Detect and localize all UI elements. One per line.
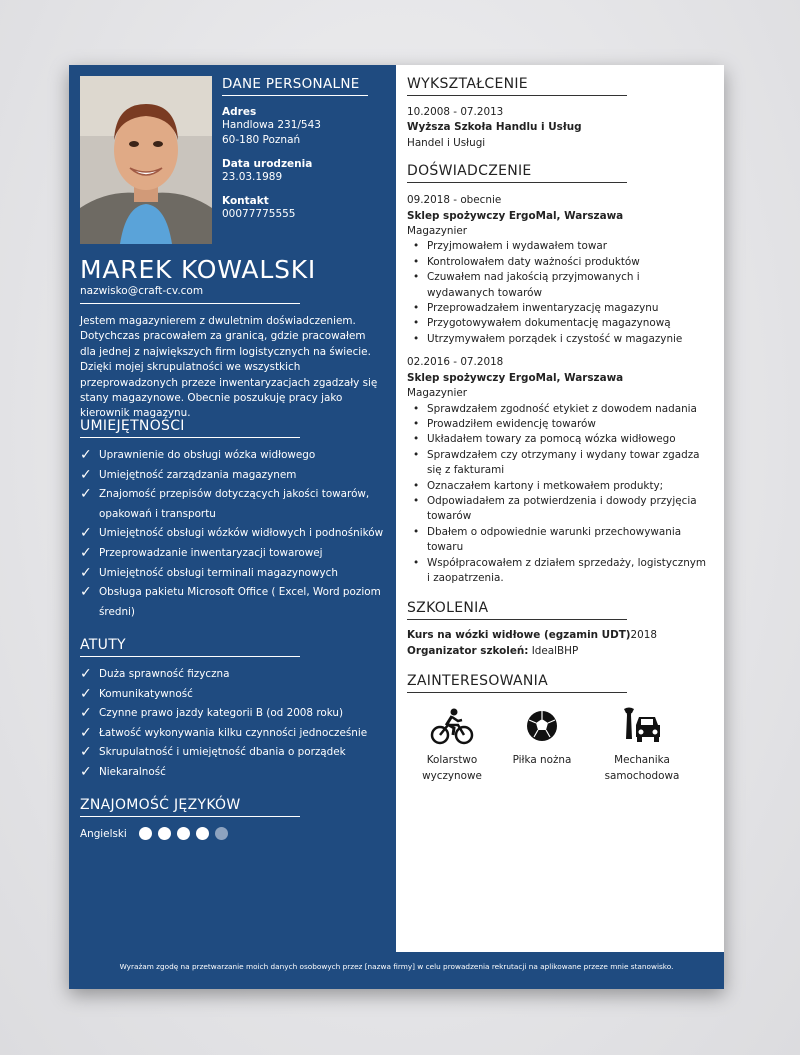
interest-item xyxy=(407,707,497,784)
interest-line: Kolarstwo xyxy=(426,754,478,767)
level-dot-filled xyxy=(177,827,190,840)
list-item: ✓ Obsługa pakietu Microsoft Office ( Excel, Word poziom średni) xyxy=(80,584,381,618)
cyclist-icon xyxy=(430,707,474,745)
list-item: • Odpowiadałem za potwierdzenia i dowody przyjęcia towarów xyxy=(407,494,707,525)
list-item: • Dbałem o odpowiednie warunki przechowywania towaru xyxy=(407,525,707,556)
list-item: • Sprawdzałem czy otrzymany i wydany towar zgadza się z fakturami xyxy=(407,448,707,479)
list-item: ✓ Znajomość przepisów dotyczących jakości towarów, opakowań i transportu xyxy=(80,486,370,520)
job-duties xyxy=(407,239,707,347)
language-level xyxy=(139,827,234,840)
education-dates: 10.2008 - 07.2013 xyxy=(407,106,504,118)
language-name: Angielski xyxy=(80,827,127,840)
job-duties xyxy=(407,402,707,587)
personal-data-title: DANE PERSONALNE xyxy=(222,76,368,96)
skills-header xyxy=(80,418,300,438)
checkmark-icon: ✓ xyxy=(80,584,92,601)
interest-line: samochodowa xyxy=(604,769,680,782)
list-item: ✓ Umiejętność zarządzania magazynem xyxy=(80,466,385,486)
job-role: Magazynier xyxy=(407,387,468,400)
birth-label: Data urodzenia xyxy=(222,158,313,170)
checkmark-icon: ✓ xyxy=(80,447,92,463)
divider xyxy=(80,303,300,304)
level-dot-filled xyxy=(139,827,152,840)
main-column xyxy=(407,76,707,784)
training-entry xyxy=(407,628,707,659)
list-item: • Sprawdzałem zgodność etykiet z dowodem nadania xyxy=(407,402,707,417)
candidate-name: MAREK KOWALSKI xyxy=(80,255,317,284)
training-organizer: IdealBHP xyxy=(528,644,579,657)
job-company: Sklep spożywczy ErgoMal, Warszawa xyxy=(407,209,624,222)
profile-photo xyxy=(80,76,212,244)
list-item: • Układałem towary za pomocą wózka widłowego xyxy=(407,432,707,447)
interest-line: Piłka nożna xyxy=(512,754,572,767)
car-repair-icon xyxy=(620,707,664,745)
list-item: • Kontrolowałem daty ważności produktów xyxy=(407,255,707,270)
level-dot-filled xyxy=(196,827,209,840)
list-item: • Przygotowywałem dokumentację magazynową xyxy=(407,316,707,331)
checkmark-icon: ✓ xyxy=(80,486,92,503)
interests-list xyxy=(407,707,707,784)
list-item: ✓ Skrupulatność i umiejętność dbania o porządek xyxy=(80,743,385,763)
football-icon xyxy=(523,707,561,745)
personal-data-section xyxy=(222,76,368,222)
interest-item xyxy=(587,707,697,784)
assets-title: ATUTY xyxy=(80,637,300,657)
checkmark-icon: ✓ xyxy=(80,564,92,581)
interest-line: Mechanika xyxy=(614,754,670,767)
job-company: Sklep spożywczy ErgoMal, Warszawa xyxy=(407,371,624,384)
checkmark-icon: ✓ xyxy=(80,544,92,561)
list-item: ✓ Umiejętność obsługi terminali magazynowych xyxy=(80,564,385,584)
profile-summary: Jestem magazynierem z dwuletnim doświadczeniem. Dotychczas pracowałem za granicą, gdzie pracowałem dla jednej z największych firm logistycznych na świecie. Dzięki mojej skrupulatności we wszystkich przeprowadzonych przeze inwentaryzacjach zgadzały się stany magazynowe. Obecnie poszukuję pracy jako kierownik magazynu. xyxy=(80,315,378,420)
training-organizer-label: Organizator szkoleń: xyxy=(407,644,529,657)
experience-title: DOŚWIADCZENIE xyxy=(407,163,627,183)
job-entry xyxy=(407,193,707,347)
languages-title: ZNAJOMOŚĆ JĘZYKÓW xyxy=(80,797,300,817)
education-field: Handel i Usługi xyxy=(407,136,486,149)
education-title: WYKSZTAŁCENIE xyxy=(407,76,627,96)
skills-list xyxy=(80,446,385,622)
job-entry xyxy=(407,355,707,586)
checkmark-icon: ✓ xyxy=(80,466,92,483)
address-label: Adres xyxy=(222,106,257,118)
skills-title: UMIEJĘTNOŚCI xyxy=(80,418,300,438)
interests-title: ZAINTERESOWANIA xyxy=(407,673,627,693)
contact-value: 00077775555 xyxy=(222,208,296,220)
list-item: • Przeprowadzałem inwentaryzację magazynu xyxy=(407,301,707,316)
list-item: • Oznaczałem kartony i metkowałem produkty; xyxy=(407,479,707,494)
training-year: 2018 xyxy=(630,629,657,642)
birth-value: 23.03.1989 xyxy=(222,171,283,183)
list-item: ✓ Łatwość wykonywania kilku czynności jednocześnie xyxy=(80,724,385,744)
level-dot-empty xyxy=(215,827,228,840)
checkmark-icon: ✓ xyxy=(80,685,92,702)
cv-page xyxy=(69,65,724,989)
checkmark-icon: ✓ xyxy=(80,525,92,542)
list-item: ✓ Czynne prawo jazdy kategorii B (od 2008 roku) xyxy=(80,704,385,724)
education-entry xyxy=(407,105,707,151)
checkmark-icon: ✓ xyxy=(80,744,92,761)
assets-header xyxy=(80,637,300,657)
level-dot-filled xyxy=(158,827,171,840)
list-item: • Utrzymywałem porządek i czystość w magazynie xyxy=(407,332,707,347)
list-item: • Współpracowałem z działem sprzedaży, logistycznym i zaopatrzenia. xyxy=(407,556,707,587)
list-item: ✓ Komunikatywność xyxy=(80,685,385,705)
checkmark-icon: ✓ xyxy=(80,666,92,682)
language-row xyxy=(80,827,234,840)
gdpr-consent-footer: Wyrażam zgodę na przetwarzanie moich danych osobowych przez [nazwa firmy] w celu prowadzenia rekrutacji na aplikowane przeze mnie stanowisko. xyxy=(69,952,724,989)
checkmark-icon: ✓ xyxy=(80,724,92,741)
list-item: ✓ Umiejętność obsługi wózków widłowych i podnośników xyxy=(80,524,385,544)
interest-item xyxy=(497,707,587,784)
job-dates: 02.2016 - 07.2018 xyxy=(407,356,504,369)
email-link[interactable]: nazwisko@craft-cv.com xyxy=(80,285,204,297)
interest-line: wyczynowe xyxy=(422,769,482,782)
address-line2: 60-180 Poznań xyxy=(222,134,301,146)
job-role: Magazynier xyxy=(407,225,468,238)
training-course: Kurs na wózki widłowe (egzamin UDT) xyxy=(407,629,631,642)
list-item: • Prowadziłem ewidencję towarów xyxy=(407,417,707,432)
assets-list xyxy=(80,665,385,783)
list-item: ✓ Niekaralność xyxy=(80,763,385,783)
list-item: • Czuwałem nad jakością przyjmowanych i wydawanych towarów xyxy=(407,270,707,301)
address-line1: Handlowa 231/543 xyxy=(222,119,321,131)
training-title: SZKOLENIA xyxy=(407,600,627,620)
list-item: ✓ Uprawnienie do obsługi wózka widłowego xyxy=(80,446,385,466)
checkmark-icon: ✓ xyxy=(80,763,92,780)
job-dates: 09.2018 - obecnie xyxy=(407,194,502,207)
list-item: • Przyjmowałem i wydawałem towar xyxy=(407,239,707,254)
list-item: ✓ Duża sprawność fizyczna xyxy=(80,665,385,685)
languages-header xyxy=(80,797,300,817)
list-item: ✓ Przeprowadzanie inwentaryzacji towarowej xyxy=(80,544,385,564)
education-school: Wyższa Szkoła Handlu i Usług xyxy=(407,121,582,134)
checkmark-icon: ✓ xyxy=(80,705,92,722)
sidebar xyxy=(69,65,396,989)
contact-label: Kontakt xyxy=(222,195,269,207)
